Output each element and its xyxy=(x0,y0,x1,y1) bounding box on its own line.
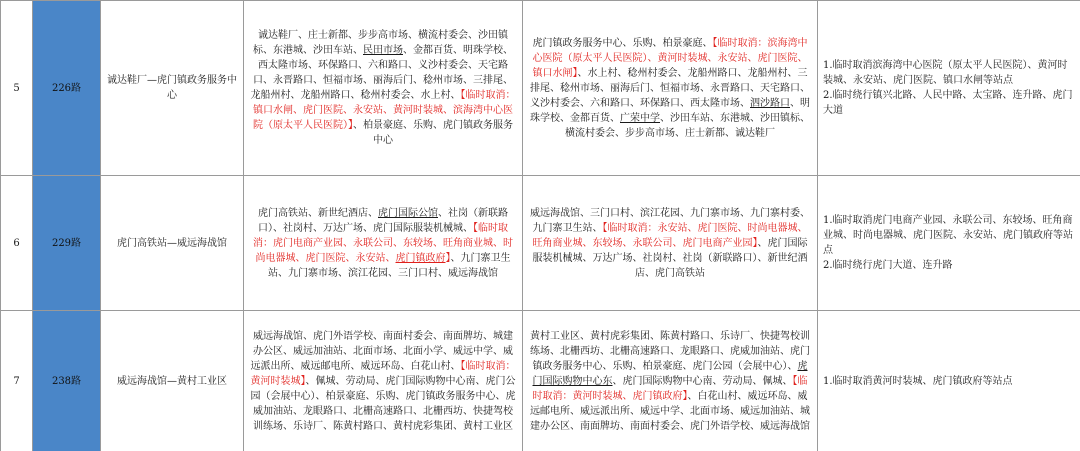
note-line: 1.临时取消滨海湾中心医院（原太平人民医院）、黄河时装城、永安站、虎门医院、镇口水闸等站点 xyxy=(823,60,1068,86)
row-number: 6 xyxy=(1,176,33,311)
adjustment-notes xyxy=(818,176,1080,311)
route-number: 238路 xyxy=(33,311,101,451)
inbound-stops: 黄村工业区、黄村虎彩集团、陈黄村路口、乐诗厂、快捷驾校训练场、北栅西坊、北栅高速路口、龙眼路口、虎威加油站、虎门镇政务服务中心、乐购、柏景豪庭、虎门公园（会展中心）、虎门国际购物中心东、虎门国际购物中心南、劳动局、佩城、【临时取消：黄河时装城、虎门镇政府】、白花山村、威远环岛、威远邮电所、威远派出所、威远中学、北面市场、威远加油站、城建办公区、南面牌坊、南面村委会、虎门外语学校、威远海战馆 xyxy=(523,311,818,451)
note-line: 2.临时绕行镇兴北路、人民中路、太宝路、连升路、虎门大道 xyxy=(823,90,1073,116)
outbound-stops: 虎门高铁站、新世纪酒店、虎门国际公馆、社岗（新联路口）、社岗村、万达广场、虎门国际服装机械城、【临时取消：虎门电商产业园、永联公司、东较场、旺角商业城、时尚电器城、虎门医院、永安站、虎门镇政府】、九门寨卫生站、九门寨市场、滨江花园、三门口村、威远海战馆 xyxy=(244,176,523,311)
outbound-stops: 威远海战馆、虎门外语学校、南面村委会、南面牌坊、城建办公区、威远加油站、北面市场、北面小学、威远中学、威远派出所、威远邮电所、威远环岛、白花山村、【临时取消：黄河时装城】、佩城、劳动局、虎门国际购物中心南、虎门公园（会展中心）、柏景豪庭、乐购、虎门镇政务服务中心、虎威加油站、龙眼路口、北栅高速路口、北栅西坊、快捷驾校训练场、乐诗厂、陈黄村路口、黄村虎彩集团、黄村工业区 xyxy=(244,311,523,451)
table-row-route-229 xyxy=(1,176,1080,311)
outbound-stops: 诚达鞋厂、庄士新都、步步高市场、横流村委会、沙田镇标、东港城、沙田车站、民田市场、金都百货、明珠学校、西太隆市场、环保路口、六和路口、义沙村委会、天宅路口、永晋路口、恒福市场、丽海后门、稔州市场、三排尾、龙船州村、龙船州路口、稔州村委会、水上村、【临时取消：镇口水闸、虎门医院、永安站、黄河时装城、滨海湾中心医院（原太平人民医院）】、柏景豪庭、乐购、虎门镇政务服务中心 xyxy=(244,1,523,176)
note-line: 2.临时绕行虎门大道、连升路 xyxy=(823,260,953,271)
route-name: 威远海战馆—黄村工业区 xyxy=(101,311,244,451)
temporary-cancel-text: 【临时取消：虎门电商产业园、永联公司、东较场、旺角商业城、时尚电器城、虎门医院、永安站、 xyxy=(253,222,513,264)
route-number: 229路 xyxy=(33,176,101,311)
adjustment-notes xyxy=(818,1,1080,176)
temporary-cancel-text: 【临时取消：滨海湾中心医院（原太平人民医院）、黄河时装城、永安站、虎门医院、镇口水闸】 xyxy=(532,37,808,79)
adjustment-notes xyxy=(818,311,1080,451)
route-name: 虎门高铁站—威远海战馆 xyxy=(101,176,244,311)
route-number: 226路 xyxy=(33,1,101,176)
route-name: 诚达鞋厂—虎门镇政务服务中心 xyxy=(101,1,244,176)
inbound-stops: 威远海战馆、三门口村、滨江花园、九门寨市场、九门寨村委、九门寨卫生站、【临时取消：永安站、虎门医院、时尚电器城、旺角商业城、东较场、永联公司、虎门电商产业园】、虎门国际服装机械城、万达广场、社岗村、社岗（新联路口）、新世纪酒店、虎门高铁站 xyxy=(523,176,818,311)
temporary-cancel-text: 【临时取消：永安站、虎门医院、时尚电器城、旺角商业城、东较场、永联公司、虎门电商产业园】 xyxy=(532,222,808,249)
row-number: 7 xyxy=(1,311,33,451)
temporary-cancel-text: 【临时取消：黄河时装城】 xyxy=(250,360,516,387)
note-line: 1.临时取消黄河时装城、虎门镇政府等站点 xyxy=(823,375,1013,387)
table-row-route-238 xyxy=(1,311,1080,451)
table-row-route-226 xyxy=(1,1,1080,176)
inbound-stops: 虎门镇政务服务中心、乐购、柏景豪庭、【临时取消：滨海湾中心医院（原太平人民医院）、黄河时装城、永安站、虎门医院、镇口水闸】、水上村、稔州村委会、龙船州路口、龙船州村、三排尾、稔州市场、丽海后门、恒福市场、永晋路口、天宅路口、义沙村委会、六和路口、环保路口、西太隆市场、泗沙路口、明珠学校、金都百货、广荣中学、沙田车站、东港城、沙田镇标、横流村委会、步步高市场、庄士新都、诚达鞋厂 xyxy=(523,1,818,176)
row-number: 5 xyxy=(1,1,33,176)
temporary-cancel-text: 【临时取消：黄河时装城、虎门镇政府】 xyxy=(532,375,808,402)
note-line: 1.临时取消虎门电商产业园、永联公司、东较场、旺角商业城、时尚电器城、虎门医院、永安站、虎门镇政府等站点 xyxy=(823,215,1073,256)
temporary-cancel-text: 【临时取消：镇口水闸、虎门医院、永安站、黄河时装城、滨海湾中心医院（原太平人民医院）】 xyxy=(253,90,516,131)
